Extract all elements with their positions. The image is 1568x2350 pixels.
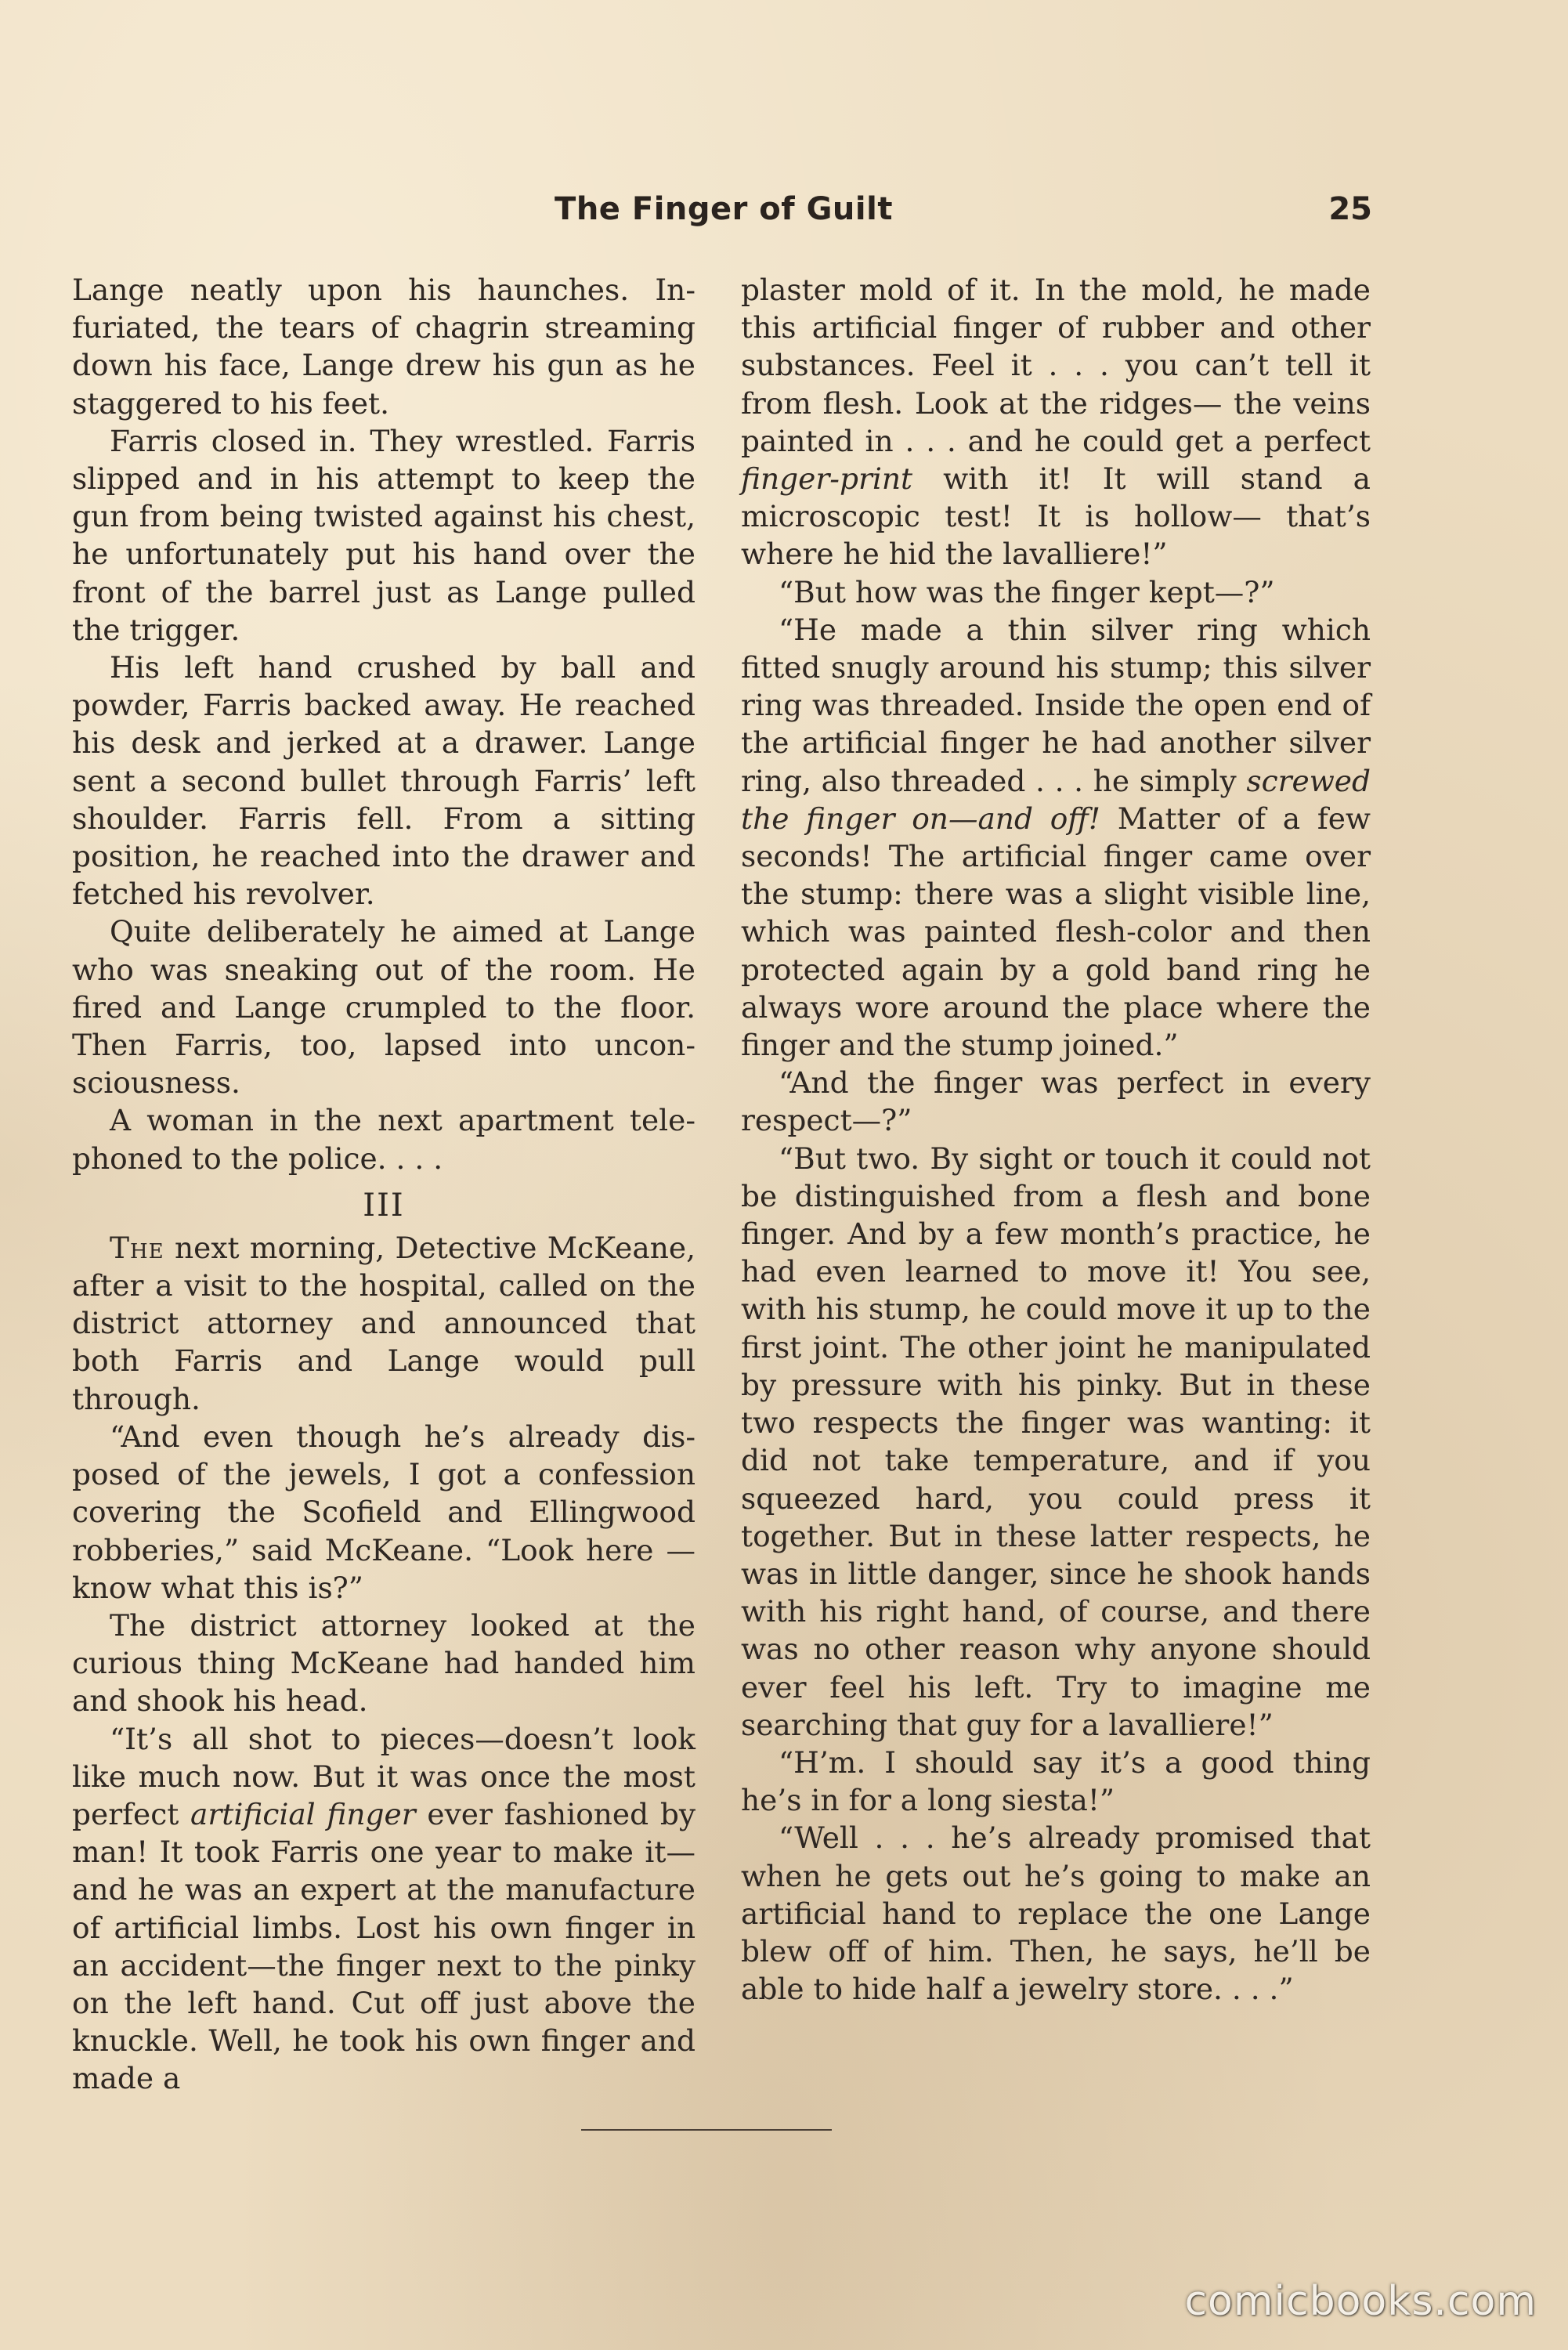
paragraph [72,1229,695,1418]
paragraph: “And even though he’s already disposed of the jewels, I got a confession covering the Scofield and Ellingwood robberies,” said McKeane. “Look here —know what this is?” [72,1419,695,1605]
right-column [741,271,1371,2008]
end-of-story-rule [581,2129,832,2131]
paragraph-text: Matter of a few seconds! The artificial finger came over the stump: there was a slight visible line, which was painted flesh-color and then protected again by a gold band ring he always wore around the place where the finger and the stump joined.” [741,801,1371,1063]
paragraph: “Well . . . he’s already promised that when he gets out he’s going to make an artificial hand to replace the one Lange blew off of him. Then, he says, he’ll be able to hide half a jewelry store. . . .” [741,1820,1371,2007]
page-number: 25 [1328,191,1372,227]
paragraph [741,611,1371,1064]
paragraph-text: plaster mold of it. In the mold, he made this artificial finger of rubber and other substances. Feel it . . . you can’t tell it from flesh. Look at the ridges— the veins painted in . . . and he could get a perfect [741,273,1371,458]
emphasis-text: artificial finger [190,1796,416,1831]
paragraph: Lange neatly upon his haunches. Infuriated, the tears of chagrin streaming down his face, Lange drew his gun as he staggered to his feet. [72,273,695,421]
opening-word: The [110,1230,164,1265]
paragraph [741,271,1371,573]
paragraph-text: ever fashioned by man! It took Farris one year to make it—and he was an expert at the manufacture of artificial limbs. Lost his own finger in an accident—the finger next to the pinky on the left hand. Cut off just above the knuckle. Well, he took his own finger and made a [72,1796,696,2096]
section-heading: III [363,1187,405,1224]
paragraph: Quite deliberately he aimed at Lange who was sneaking out of the room. He fired and Lange crumpled to the floor. Then Farris, too, lapsed into unconsciousness. [72,914,695,1101]
paragraph-text: with it! It will stand a microscopic test! It is hollow— that’s where he hid the lavalliere!” [741,461,1371,572]
watermark: comicbooks.com [1184,2278,1537,2325]
paragraph: “But two. By sight or touch it could not be distinguished from a flesh and bone finger. And by a few month’s practice, he had even learned to move it! You see, with his stump, he could move it up to the first joint. The other joint he manipulated by pressure with his pinky. But in these two respects the finger was wanting: it did not take temperature, and if you squeezed hard, you could press it together. But in these latter respects, he was in little danger, since he shook hands with his right hand, of course, and there was no other reason why anyone should ever feel his left. Try to imagine me searching that guy for a lavalliere!” [741,1141,1371,1742]
paragraph-text: “He made a thin silver ring which fitted snugly around his stump; this silver ring was threaded. Inside the open end of the artificial finger he had another silver ring, also threaded . . . he simply [741,612,1371,798]
emphasis-text: finger-print [741,461,913,497]
paragraph: “H’m. I should say it’s a good thing he’s in for a long siesta!” [741,1744,1371,1818]
emphasis-text: screwed the finger on—and off! [741,763,1371,836]
running-head [75,191,1372,238]
paragraph: His left hand crushed by ball and powder, Farris backed away. He reached his desk and jerked at a drawer. Lange sent a second bullet through Farris’ left shoulder. Farris fell. From a sitting position, he reached into the drawer and fetched his revolver. [72,650,695,912]
paragraph-text: “It’s all shot to pieces—doesn’t look like much now. But it was once the most perfect [72,1721,695,1831]
story-title: The Finger of Guilt [555,191,893,227]
paragraph-text: next morning, Detective McKeane, after a visit to the hospital, called on the district attorney and announced that both Farris and Lange would pull through. [72,1230,695,1416]
paragraph: “And the finger was perfect in every respect—?” [741,1065,1371,1138]
paragraph: Farris closed in. They wrestled. Farris slipped and in his attempt to keep the gun from being twisted against his chest, he unfortunately put his hand over the front of the barrel just as Lange pulled the trigger. [72,423,695,647]
paragraph: A woman in the next apartment telephoned to the police. . . . [72,1103,695,1176]
left-column [72,271,695,2098]
paragraph [72,1720,695,2098]
paragraph: “But how was the finger kept—?” [779,574,1275,609]
paragraph: The district attorney looked at the curious thing McKeane had handed him and shook his head. [72,1607,695,1719]
